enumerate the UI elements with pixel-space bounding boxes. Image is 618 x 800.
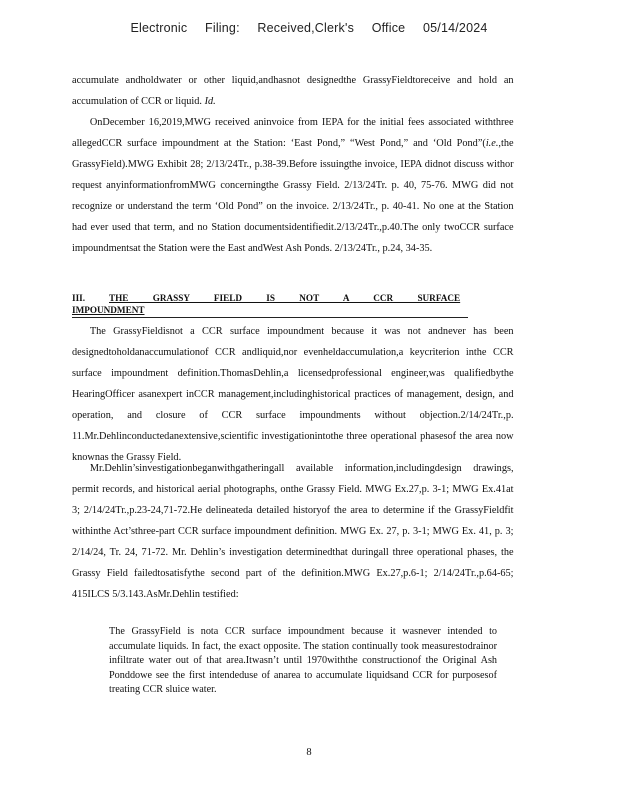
paragraph-text: ,the GrassyField).MWG Exhibit 28; 2/13/24Tr., p.38-39.Before issuingthe invoice, IEPA didnot discuss withor request anyinformationfromMWG concerningthe Grassy Field. 2/13/24Tr. p. 40, 75-76. MWG did not recognize or understand the term ‘Old Pond” on the invoice. 2/13/24Tr., p. 40-41. No one at the Station had ever used that term, and no Station documentsidentifiedit.2/13/24Tr.,p.40.The only twoCCR surface impoundmentsat the Station were the East andWest Ash Ponds. 2/13/24Tr., p.24, 34-35. — [72, 138, 514, 254]
citation-id: Id. — [204, 96, 216, 107]
paragraph-continuation — [72, 70, 514, 112]
paragraph-text: accumulate andholdwater or other liquid,andhasnot designedthe GrassyFieldtoreceive and hold an accumulation of CCR or liquid. — [72, 75, 514, 107]
filing-header: Electronic Filing: Received,Clerk's Office 05/14/2024 — [130, 21, 488, 35]
paragraph-invoice — [72, 112, 514, 259]
paragraph-not-impoundment — [72, 311, 514, 479]
paragraph-text: The GrassyFieldisnot a CCR surface impoundment because it was not andnever has been designedtoholdanaccumulationof CCR andliquid,nor evenheldaccumulation,a keycriterion inthe CCR surface impoundment definition.ThomasDehlin,a licensedprofessional engineer,was qualifiedbythe HearingOfficer asanexpert inCCR management,includinghistorical practices of management, design, and operation, and closure of CCR surface impoundments without objection.2/14/24Tr.,p. 11.Mr.Dehlinconductedanextensive,scientific investigationintothe three operational phasesof the area now knownas the Grassy Field. — [72, 326, 514, 464]
quote-text: The GrassyField is nota CCR surface impoundment because it wasnever intended to accumulate liquids. In fact, the exact opposite. The station continually took measurestodrainor infiltrate water out of that area.Itwasn’t until 1970withthe constructionof the Original Ash Ponddowe see the first intendeduse of anarea to accumulate liquidsand CCR for purposesof treating CCR sluice water. — [109, 626, 497, 696]
paragraph-text: OnDecember 16,2019,MWG received aninvoice from IEPA for the initial fees associated withthree allegedCCR surface impoundment at the Station: ‘East Pond,” “West Pond,” and ‘Old Pond”( — [72, 117, 514, 149]
testimony-blockquote — [109, 625, 497, 698]
paragraph-text: Mr.Dehlin’sinvestigationbeganwithgatheringall available information,includingdesign drawings, permit records, and historical aerial photographs, onthe Grassy Field. MWG Ex.27,p. 3-1; MWG Ex.41at 3; 2/14/24Tr.,p.23-24,71-72.He delineateda detailed historyof the area to determine if the GrassyFieldfit withinthe Act’sthree-part CCR surface impoundment definition. MWG Ex. 27, p. 3-1; MWG Ex. 41, p. 3; 2/14/24, Tr. 24, 71-72. Mr. Dehlin’s investigation determinedthat duringall three operational phases, the Grassy Field failedtosatisfythe second part of the definition.MWG Ex.27,p.6-1; 2/14/24Tr.,p.64-65; 415ILCS 5/3.143.AsMr.Dehlin testified: — [72, 463, 514, 600]
section-number: III. — [72, 293, 86, 303]
section-title: THE GRASSY FIELD IS NOT A CCR SURFACE IMPOUNDMENT — [72, 293, 461, 315]
paragraph-investigation — [72, 458, 514, 605]
page-number: 8 — [306, 747, 312, 758]
ie-abbrev: i.e. — [485, 138, 499, 149]
